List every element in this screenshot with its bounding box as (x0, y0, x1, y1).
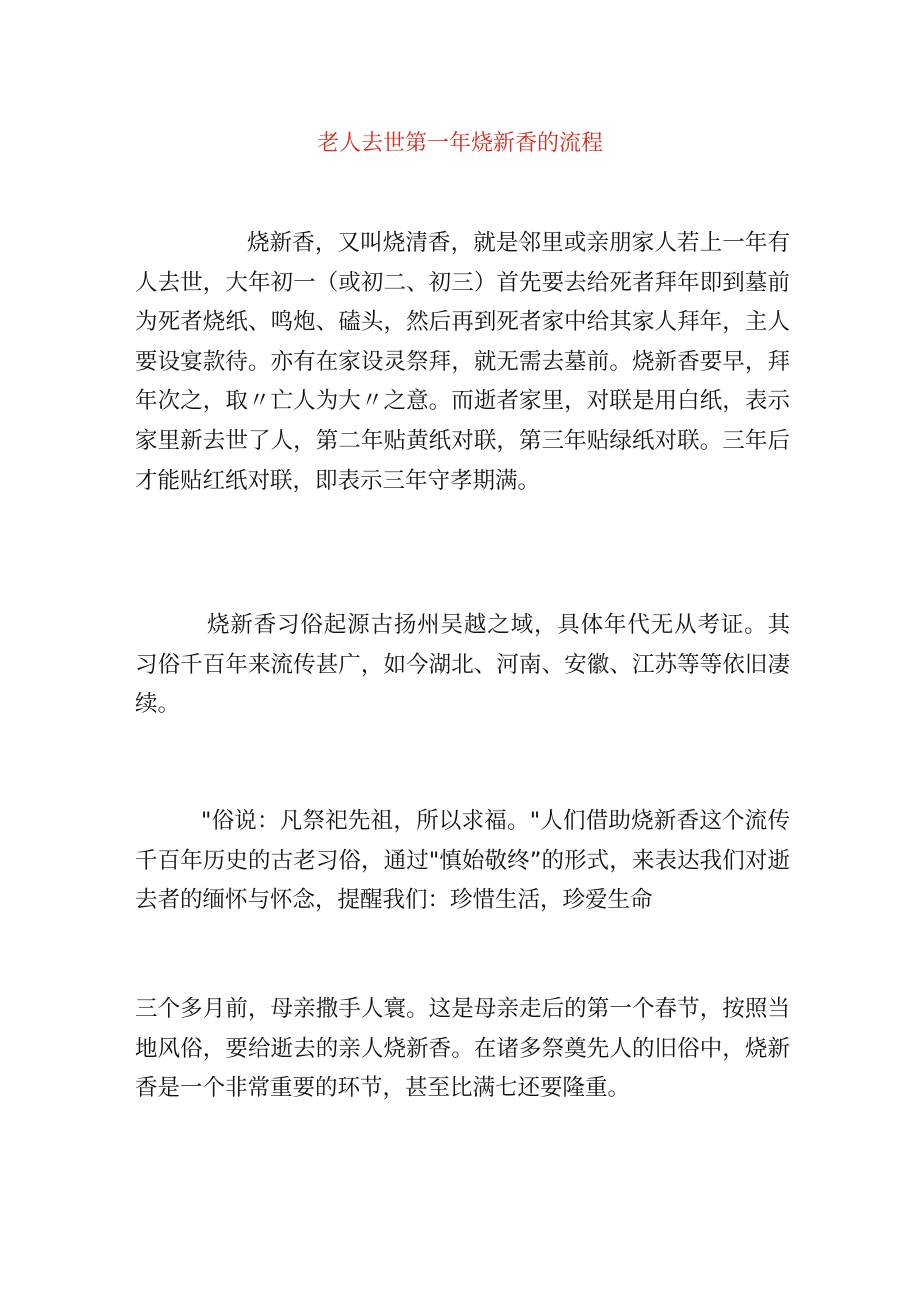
paragraph-meaning: "俗说：凡祭祀先祖，所以求福。"人们借助烧新香这个流传千百年历史的古老习俗，通过"慎始敬终”的形式，来表达我们对逝去者的缅怀与怀念，提醒我们：珍惜生活，珍爱生命 (135, 808, 790, 914)
paragraph-origin: 烧新香习俗起源古扬州吴越之域，具体年代无从考证。其习俗千百年来流传甚广，如今湖北、河南、安徽、江苏等等依旧凄续。 (135, 612, 790, 718)
document-title: 老人去世第一年烧新香的流程 (316, 131, 603, 156)
paragraph-personal: 三个多月前，母亲撒手人寰。这是母亲走后的第一个春节，按照当地风俗，要给逝去的亲人烧新香。在诸多祭奠先人的旧俗中，烧新香是一个非常重要的环节，甚至比满七还要隆重。 (135, 996, 790, 1102)
paragraph-intro: 烧新香，又叫烧清香，就是邻里或亲朋家人若上一年有人去世，大年初一（或初二、初三）首先要去给死者拜年即到墓前为死者烧纸、鸣炮、磕头，然后再到死者家中给其家人拜年，主人要设宴款待。亦有在家设灵祭拜，就无需去墓前。烧新香要早，拜年次之，取〃亡人为大〃之意。而逝者家里，对联是用白纸，表示家里新去世了人，第二年贴黄纸对联，第三年贴绿纸对联。三年后才能贴红纸对联，即表示三年守孝期满。 (135, 230, 790, 494)
